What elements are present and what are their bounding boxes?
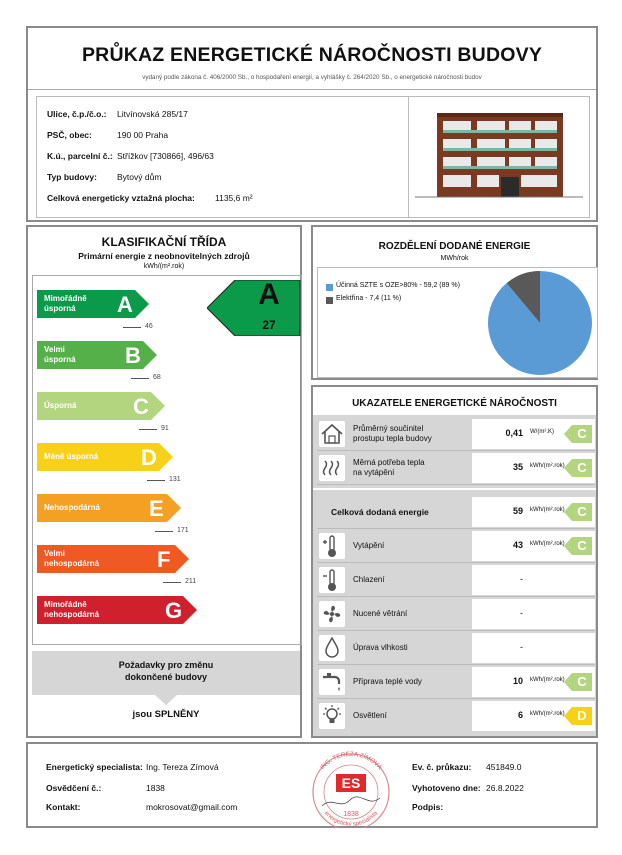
result-arrow: [207, 280, 301, 336]
threshold-value: 91: [161, 425, 169, 432]
indicators-title: UKAZATELE ENERGETICKÉ NÁROČNOSTI: [352, 398, 557, 409]
indicator-row: [317, 599, 595, 629]
class-bar-f: [37, 545, 189, 573]
house-insulation-icon: [319, 421, 345, 447]
indicator-class-badge: [564, 459, 592, 482]
classification-title: KLASIFIKAČNÍ TŘÍDA: [101, 235, 227, 249]
class-bar-label-line1: Mimořádně: [44, 294, 87, 303]
date-label: Vyhotoveno dne:: [412, 783, 481, 793]
distribution-title: ROZDĚLENÍ DODANÉ ENERGIE: [378, 241, 531, 252]
indicator-name-line2: na vytápění: [353, 468, 395, 477]
street-value: Litvínovská 285/17: [117, 109, 188, 119]
indicator-value: -: [520, 608, 523, 618]
ku-label: K.ú., parcelní č.:: [47, 151, 113, 161]
stamp-top-text: ING. TEREZA ZÍMOVÁ: [318, 750, 384, 772]
legend-label: Účinná SZTE s OZE>80% - 59,2 (89 %): [336, 282, 460, 289]
indicator-separator: [317, 596, 595, 597]
indicator-name: [353, 424, 432, 444]
indicator-name-line1: Nucené větrání: [353, 609, 408, 618]
requirements-pointer: [155, 695, 177, 705]
indicator-value: 35: [512, 462, 523, 472]
specialist-value: Ing. Tereza Zímová: [146, 762, 219, 772]
stamp-number: 1838: [343, 811, 359, 818]
header-divider: [28, 89, 596, 90]
indicator-separator: [317, 450, 595, 451]
indicator-value-box: [472, 667, 595, 697]
indicator-row: [317, 701, 595, 731]
hot-water-icon: [319, 669, 345, 695]
indicator-class-letter: C: [577, 674, 587, 689]
indicator-row: [317, 565, 595, 595]
ev-label: Ev. č. průkazu:: [412, 762, 472, 772]
threshold-arrow: [123, 327, 141, 328]
class-bar-letter: G: [165, 598, 183, 623]
indicator-name: [353, 677, 422, 687]
indicator-value-box: [472, 453, 595, 483]
page-subtitle: vydaný podle zákona č. 406/2000 Sb., o hospodaření energií, a vyhlášky č. 264/2020 Sb., o energetické náročnosti budov: [142, 74, 482, 81]
indicator-class-badge: [564, 537, 592, 560]
threshold-arrow: [131, 378, 149, 379]
legend-swatch: [326, 284, 333, 291]
humidity-icon: [319, 635, 345, 661]
contact-label: Kontakt:: [46, 802, 81, 812]
threshold-value: 211: [185, 578, 197, 585]
indicator-class-badge: [564, 707, 592, 730]
indicator-value: 59: [512, 506, 523, 516]
class-bar-letter: B: [125, 343, 141, 368]
indicator-class-badge: [564, 503, 592, 526]
indicator-value-box: [472, 497, 595, 527]
street-label: Ulice, č.p./č.o.:: [47, 109, 107, 119]
requirements-result: jsou SPLNĚNY: [132, 709, 200, 720]
stamp-logo: ES: [341, 775, 361, 791]
indicator-name-line1: Úprava vlhkosti: [353, 643, 408, 652]
indicator-separator: [317, 664, 595, 665]
cert-label: Osvědčení č.:: [46, 783, 102, 793]
indicator-value-box: [472, 531, 595, 561]
signature-stamp: [302, 748, 400, 828]
class-bar-label-line1: Úsporná: [44, 401, 77, 410]
class-bar-label: [44, 294, 87, 314]
requirements-title-2: dokončené budovy: [124, 672, 207, 682]
indicator-unit: W/(m².K): [530, 429, 554, 435]
header-box: [26, 26, 598, 222]
indicator-value: -: [520, 642, 523, 652]
legend-label: Elektřina - 7,4 (11 %): [336, 295, 402, 302]
footer-box: [26, 742, 598, 828]
class-bar-c: [37, 392, 165, 420]
date-value: 26.8.2022: [486, 783, 524, 793]
building-photo: [408, 96, 590, 218]
building-info: [36, 96, 414, 218]
class-bar-label-line2: úsporná: [44, 304, 76, 313]
indicator-value-box: [472, 565, 595, 595]
legend-swatch: [326, 297, 333, 304]
indicator-value-box: [472, 599, 595, 629]
class-bar-label: [44, 345, 76, 365]
indicator-value-box: [472, 633, 595, 663]
indicator-row: [317, 497, 595, 527]
class-bar-g: [37, 596, 197, 624]
indicator-name: [331, 507, 429, 517]
indicator-row: [317, 633, 595, 663]
class-bar-label: [44, 549, 99, 569]
class-bar-label: [44, 401, 76, 411]
indicator-name-line1: Celková dodaná energie: [331, 507, 429, 517]
threshold-arrow: [139, 429, 157, 430]
indicator-class-badge: [564, 425, 592, 448]
indicator-value-box: [472, 419, 595, 449]
fan-icon: [319, 601, 345, 627]
class-bar-label-line1: Méně úsporná: [44, 452, 99, 461]
threshold-arrow: [155, 531, 173, 532]
class-bar-label-line1: Mimořádně: [44, 600, 87, 609]
indicator-name-line1: Vytápění: [353, 541, 385, 550]
class-bar-label-line2: úsporná: [44, 355, 76, 364]
class-bar-letter: E: [149, 496, 164, 521]
indicator-value: -: [520, 574, 523, 584]
indicator-class-letter: C: [577, 504, 587, 519]
indicator-value: 10: [512, 676, 523, 686]
indicator-name: [353, 643, 408, 653]
class-bar-label: [44, 503, 100, 513]
psc-value: 190 00 Praha: [117, 130, 169, 140]
indicator-row: [317, 667, 595, 697]
indicator-value: 0,41: [505, 428, 523, 438]
result-value: 27: [262, 318, 276, 332]
classification-unit: kWh/(m².rok): [143, 263, 185, 270]
threshold-value: 131: [169, 476, 181, 483]
indicator-separator: [317, 562, 595, 563]
class-bar-a: [37, 290, 149, 318]
threshold-arrow: [163, 582, 181, 583]
indicator-separator: [317, 698, 595, 699]
indicator-class-badge: [564, 673, 592, 696]
page-title: PRŮKAZ ENERGETICKÉ NÁROČNOSTI BUDOVY: [81, 44, 543, 66]
indicator-unit: kWh/(m².rok): [530, 541, 565, 547]
indicator-value: 43: [512, 540, 523, 550]
heat-need-icon: [319, 455, 345, 481]
specialist-label: Energetický specialista:: [46, 762, 143, 772]
indicator-class-letter: C: [577, 460, 587, 475]
indicator-row: [317, 419, 595, 449]
class-bar-letter: C: [133, 394, 149, 419]
ev-value: 451849.0: [486, 762, 522, 772]
indicator-separator: [317, 528, 595, 529]
class-bar-e: [37, 494, 181, 522]
indicator-name-line1: Chlazení: [353, 575, 385, 584]
classification-subtitle: Primární energie z neobnovitelných zdrojů: [78, 251, 250, 261]
class-bar-label-line2: nehospodárná: [44, 559, 100, 568]
total-separator: [313, 488, 596, 490]
threshold-value: 46: [145, 323, 153, 330]
result-letter: A: [258, 278, 280, 311]
pie-chart: [484, 267, 596, 379]
cooling-icon: [319, 567, 345, 593]
indicator-value: 6: [517, 710, 523, 720]
class-bar-letter: D: [141, 445, 157, 470]
threshold-value: 68: [153, 374, 161, 381]
threshold-value: 171: [177, 527, 189, 534]
indicator-unit: kWh/(m².rok): [530, 711, 565, 717]
indicator-name: [353, 609, 407, 619]
distribution-unit: MWh/rok: [440, 255, 469, 262]
indicator-name-line1: Příprava teplé vody: [353, 677, 422, 686]
indicator-class-letter: D: [577, 708, 587, 723]
class-bar-label-line1: Nehospodárná: [44, 503, 101, 512]
requirements-title-1: Požadavky pro změnu: [118, 660, 214, 670]
class-scale: [32, 275, 302, 645]
indicators-box: [311, 385, 598, 738]
area-label: Celková energeticky vztažná plocha:: [47, 193, 195, 203]
threshold-arrow: [147, 480, 165, 481]
requirements-box: [32, 651, 300, 695]
indicator-row: [317, 531, 595, 561]
class-bar-label-line1: Velmi: [44, 549, 65, 558]
indicator-name-line1: Osvětlení: [353, 711, 387, 720]
stamp-bottom-text: energetický specialista: [322, 810, 380, 828]
indicator-class-letter: C: [577, 538, 587, 553]
indicator-separator: [317, 484, 595, 485]
indicator-separator: [317, 630, 595, 631]
indicator-name-line1: Měrná potřeba tepla: [353, 458, 425, 467]
indicator-name: [353, 711, 387, 721]
class-bar-b: [37, 341, 157, 369]
indicator-name: [353, 458, 425, 478]
psc-label: PSČ, obec:: [47, 130, 92, 140]
class-bar-label: [44, 452, 98, 462]
class-bar-letter: F: [157, 547, 171, 572]
indicator-unit: kWh/(m².rok): [530, 507, 565, 513]
classification-box: [26, 225, 302, 738]
pie-chart-area: [317, 267, 598, 378]
type-label: Typ budovy:: [47, 172, 97, 182]
type-value: Bytový dům: [117, 172, 162, 182]
indicator-unit: kWh/(m².rok): [530, 677, 565, 683]
indicator-name: [353, 541, 384, 551]
ku-value: Střížkov [730866], 496/63: [117, 151, 214, 161]
class-bar-label-line1: Velmi: [44, 345, 65, 354]
indicator-row: [317, 453, 595, 483]
indicator-name-line2: prostupu tepla budovy: [353, 434, 432, 443]
indicator-name-line1: Průměrný součinitel: [353, 424, 424, 433]
sign-label: Podpis:: [412, 802, 444, 812]
cert-value: 1838: [146, 783, 165, 793]
area-value: 1135,6 m²: [215, 193, 253, 203]
distribution-box: [311, 225, 598, 380]
class-bar-label: [44, 600, 99, 620]
indicator-name: [353, 575, 385, 585]
heating-icon: [319, 533, 345, 559]
class-bar-d: [37, 443, 173, 471]
indicator-value-box: [472, 701, 595, 731]
indicator-unit: kWh/(m².rok): [530, 463, 565, 469]
class-bar-label-line2: nehospodárná: [44, 610, 100, 619]
lighting-icon: [319, 703, 345, 729]
class-bar-letter: A: [117, 292, 133, 317]
contact-value: mokrosovat@gmail.com: [146, 802, 238, 812]
indicator-class-letter: C: [577, 426, 587, 441]
